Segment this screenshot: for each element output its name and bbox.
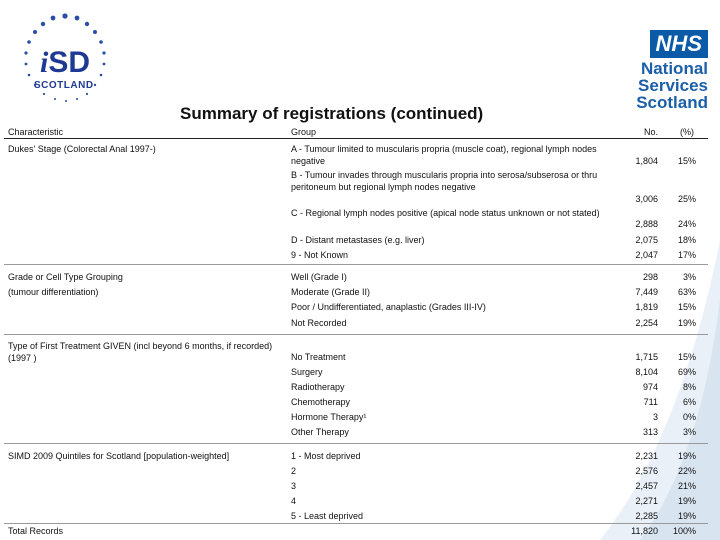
cell-no: 2,254	[635, 318, 658, 328]
cell-pct: 24%	[677, 219, 696, 229]
cell-no: 2,457	[635, 481, 658, 491]
cell-pct: 63%	[677, 287, 696, 297]
cell-no: 1,715	[635, 352, 658, 362]
nhs-line-3: Scotland	[636, 93, 708, 112]
cell-pct: 69%	[677, 367, 696, 377]
section-divider	[4, 264, 708, 265]
cell-pct: 19%	[677, 451, 696, 461]
cell-group: A - Tumour limited to muscularis propria (muscle coat), regional lymph nodes negative	[291, 144, 597, 166]
cell-no: 298	[642, 272, 658, 282]
cell-characteristic: Dukes' Stage (Colorectal Anal 1997-)	[8, 144, 156, 154]
isd-i-letter: i	[40, 46, 49, 79]
cell-group: Hormone Therapy¹	[291, 412, 367, 422]
cell-no: 1,804	[635, 156, 658, 166]
cell-no: 711	[643, 397, 658, 407]
isd-scotland-logo	[20, 12, 110, 104]
header-group: Group	[291, 127, 317, 137]
cell-pct: 15%	[677, 302, 696, 312]
nhs-line-2: Services	[638, 76, 708, 95]
header-characteristic: Characteristic	[8, 127, 64, 137]
cell-no: 2,285	[635, 511, 658, 521]
cell-no: 2,075	[635, 235, 658, 245]
cell-pct: 19%	[677, 511, 696, 521]
cell-no: 1,819	[635, 302, 658, 312]
isd-letters: SD	[48, 46, 91, 79]
isd-subtitle: SCOTLAND	[34, 80, 94, 91]
cell-group: Poor / Undifferentiated, anaplastic (Grades III-IV)	[291, 302, 486, 312]
header-rule	[4, 138, 708, 139]
cell-group: Surgery	[291, 367, 323, 377]
cell-pct: 19%	[677, 318, 696, 328]
cell-no: 974	[642, 382, 658, 392]
cell-pct: 17%	[677, 250, 696, 260]
cell-no: 313	[642, 427, 658, 437]
section-divider	[4, 443, 708, 444]
cell-group: 5 - Least deprived	[291, 511, 364, 521]
cell-pct: 6%	[682, 397, 696, 407]
header-pct: (%)	[680, 127, 694, 137]
cell-no: 11,820	[631, 526, 658, 536]
cell-group: Other Therapy	[291, 427, 349, 437]
cell-pct: 18%	[677, 235, 696, 245]
cell-group: No Treatment	[291, 352, 346, 362]
section-divider	[4, 523, 708, 524]
cell-no: 2,576	[635, 466, 658, 476]
cell-no: 3	[652, 412, 658, 422]
cell-group: 9 - Not Known	[291, 250, 349, 260]
cell-group: B - Tumour invades through muscularis propria into serosa/subserosa or thru peritoneum but regional lymph nodes negative	[291, 170, 598, 192]
cell-characteristic: (tumour differentiation)	[8, 287, 99, 297]
cell-no: 2,888	[635, 219, 658, 229]
cell-group: 1 - Most deprived	[291, 451, 361, 461]
nhs-line-1: National	[640, 59, 708, 78]
cell-pct: 100%	[672, 526, 696, 536]
cell-group: Moderate (Grade II)	[291, 287, 371, 297]
cell-characteristic: SIMD 2009 Quintiles for Scotland [population-weighted]	[8, 451, 230, 461]
cell-group: Well (Grade I)	[291, 272, 347, 282]
cell-pct: 3%	[682, 427, 696, 437]
cell-pct: 19%	[677, 496, 696, 506]
cell-group: Chemotherapy	[291, 397, 351, 407]
page-title: Summary of registrations (continued)	[180, 104, 484, 123]
cell-group: C - Regional lymph nodes positive (apical node status unknown or not stated)	[291, 208, 600, 218]
cell-pct: 15%	[677, 352, 696, 362]
cell-no: 8,104	[635, 367, 658, 377]
cell-pct: 15%	[677, 156, 696, 166]
cell-pct: 0%	[682, 412, 696, 422]
cell-characteristic: Type of First Treatment GIVEN (incl beyond 6 months, if recorded) (1997 )	[8, 341, 273, 363]
cell-no: 2,271	[635, 496, 658, 506]
cell-no: 7,449	[635, 287, 658, 297]
cell-group: Not Recorded	[291, 318, 347, 328]
cell-group: 3	[291, 481, 297, 491]
cell-characteristic: Grade or Cell Type Grouping	[8, 272, 123, 282]
section-divider	[4, 334, 708, 335]
nhs-logo	[602, 30, 712, 111]
cell-pct: 8%	[682, 382, 696, 392]
cell-pct: 21%	[677, 481, 696, 491]
cell-group: Radiotherapy	[291, 382, 345, 392]
cell-pct: 3%	[682, 272, 696, 282]
cell-group: 4	[291, 496, 297, 506]
cell-group: 2	[291, 466, 297, 476]
cell-pct: 22%	[677, 466, 696, 476]
cell-characteristic: Total Records	[8, 526, 64, 536]
header-no: No.	[643, 127, 658, 137]
cell-no: 2,231	[635, 451, 658, 461]
nhs-box: NHS	[650, 30, 708, 58]
cell-no: 2,047	[635, 250, 658, 260]
cell-group: D - Distant metastases (e.g. liver)	[291, 235, 425, 245]
cell-no: 3,006	[635, 194, 658, 204]
cell-pct: 25%	[677, 194, 696, 204]
